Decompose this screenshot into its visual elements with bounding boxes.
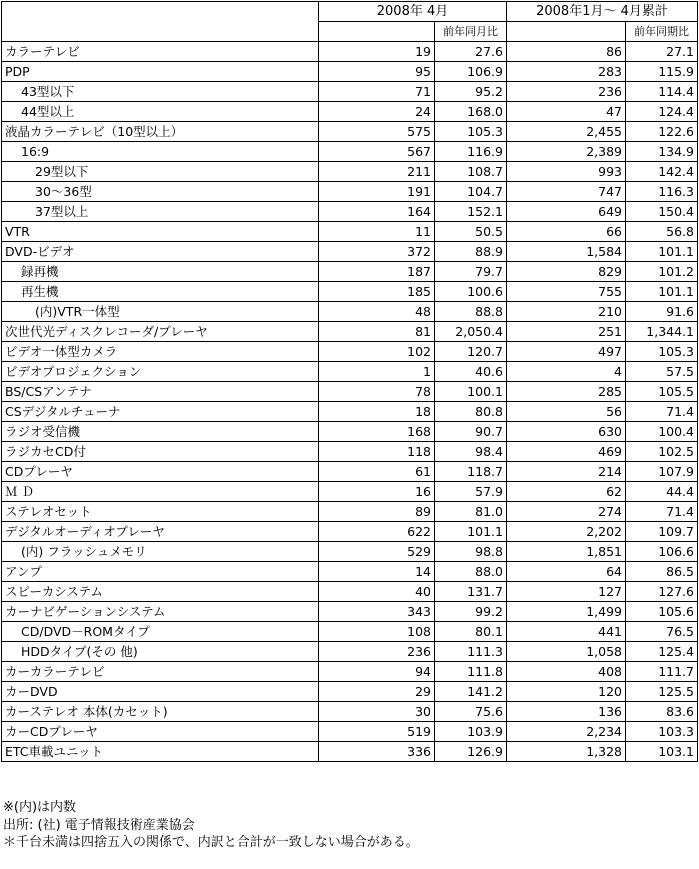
- month-yoy: 120.7: [435, 342, 507, 362]
- month-units: 529: [319, 542, 435, 562]
- ytd-yoy: 105.6: [626, 602, 698, 622]
- ytd-units: 747: [507, 182, 626, 202]
- table-row: [2, 202, 698, 222]
- table-row: [2, 82, 698, 102]
- footnote-inner-count: ※(内)は内数: [3, 800, 77, 815]
- month-units: 519: [319, 722, 435, 742]
- ytd-yoy: 111.7: [626, 662, 698, 682]
- table-row: [2, 662, 698, 682]
- table-row: [2, 742, 698, 762]
- month-yoy: 118.7: [435, 462, 507, 482]
- row-label: ラジカセCD付: [2, 442, 319, 462]
- ytd-units: 236: [507, 82, 626, 102]
- table-row: [2, 482, 698, 502]
- table-row: [2, 102, 698, 122]
- table-row: [2, 42, 698, 62]
- row-label: Ｍ Ｄ: [2, 482, 319, 502]
- ytd-yoy: 101.1: [626, 242, 698, 262]
- footnote-rounding: ＊千台未満は四捨五入の関係で、内訳と合計が一致しない場合がある。: [3, 835, 419, 850]
- table-row: [2, 622, 698, 642]
- month-yoy: 103.9: [435, 722, 507, 742]
- row-label: デジタルオーディオプレーヤ: [2, 522, 319, 542]
- ytd-yoy: 71.4: [626, 402, 698, 422]
- month-yoy: 40.6: [435, 362, 507, 382]
- ytd-units: 2,202: [507, 522, 626, 542]
- ytd-yoy: 103.1: [626, 742, 698, 762]
- month-yoy: 101.1: [435, 522, 507, 542]
- row-label: DVD-ビデオ: [2, 242, 319, 262]
- ytd-yoy: 107.9: [626, 462, 698, 482]
- month-yoy: 100.6: [435, 282, 507, 302]
- ytd-units: 497: [507, 342, 626, 362]
- month-units: 19: [319, 42, 435, 62]
- ytd-units: 214: [507, 462, 626, 482]
- ytd-yoy: 71.4: [626, 502, 698, 522]
- month-units: 61: [319, 462, 435, 482]
- table-row: [2, 342, 698, 362]
- ytd-units: 210: [507, 302, 626, 322]
- month-yoy: 108.7: [435, 162, 507, 182]
- ytd-units: 120: [507, 682, 626, 702]
- ytd-yoy: 105.5: [626, 382, 698, 402]
- month-yoy: 141.2: [435, 682, 507, 702]
- table-row: [2, 182, 698, 202]
- ytd-units: 1,058: [507, 642, 626, 662]
- month-yoy: 111.3: [435, 642, 507, 662]
- row-label: ビデオ一体型カメラ: [2, 342, 319, 362]
- month-yoy: 95.2: [435, 82, 507, 102]
- month-yoy: 80.1: [435, 622, 507, 642]
- month-yoy: 98.8: [435, 542, 507, 562]
- month-yoy: 88.9: [435, 242, 507, 262]
- month-units: 185: [319, 282, 435, 302]
- ytd-yoy: 27.1: [626, 42, 698, 62]
- ytd-yoy: 57.5: [626, 362, 698, 382]
- ytd-units: 2,455: [507, 122, 626, 142]
- month-units: 24: [319, 102, 435, 122]
- ytd-units: 274: [507, 502, 626, 522]
- table-row: [2, 382, 698, 402]
- ytd-units: 1,328: [507, 742, 626, 762]
- month-units: 236: [319, 642, 435, 662]
- ytd-units: 86: [507, 42, 626, 62]
- month-yoy: 57.9: [435, 482, 507, 502]
- table-row: [2, 162, 698, 182]
- ytd-yoy: 114.4: [626, 82, 698, 102]
- ytd-yoy: 150.4: [626, 202, 698, 222]
- ytd-yoy: 106.6: [626, 542, 698, 562]
- month-units: 40: [319, 582, 435, 602]
- table-row: [2, 582, 698, 602]
- month-units: 29: [319, 682, 435, 702]
- ytd-units: 630: [507, 422, 626, 442]
- row-label: PDP: [2, 62, 319, 82]
- row-label: カラーテレビ: [2, 42, 319, 62]
- table-row: [2, 702, 698, 722]
- ytd-units: 1,584: [507, 242, 626, 262]
- table-row: [2, 222, 698, 242]
- month-units: 30: [319, 702, 435, 722]
- ytd-units: 649: [507, 202, 626, 222]
- month-units: 164: [319, 202, 435, 222]
- row-label: カーナビゲーションシステム: [2, 602, 319, 622]
- row-label: カーステレオ 本体(カセット): [2, 702, 319, 722]
- row-label: (内)VTR一体型: [2, 302, 319, 322]
- ytd-yoy: 115.9: [626, 62, 698, 82]
- month-yoy: 168.0: [435, 102, 507, 122]
- ytd-yoy: 76.5: [626, 622, 698, 642]
- month-units: 575: [319, 122, 435, 142]
- month-yoy: 131.7: [435, 582, 507, 602]
- row-label: 16:9: [2, 142, 319, 162]
- month-units: 89: [319, 502, 435, 522]
- month-yoy: 99.2: [435, 602, 507, 622]
- ytd-yoy: 116.3: [626, 182, 698, 202]
- ytd-units: 829: [507, 262, 626, 282]
- ytd-yoy: 83.6: [626, 702, 698, 722]
- row-label: (内) フラッシュメモリ: [2, 542, 319, 562]
- ytd-units: 441: [507, 622, 626, 642]
- ytd-units: 2,389: [507, 142, 626, 162]
- table-row: [2, 562, 698, 582]
- month-yoy: 116.9: [435, 142, 507, 162]
- row-label: ETC車載ユニット: [2, 742, 319, 762]
- month-yoy: 80.8: [435, 402, 507, 422]
- month-yoy: 2,050.4: [435, 322, 507, 342]
- row-label: 29型以下: [2, 162, 319, 182]
- row-label: 30～36型: [2, 182, 319, 202]
- table-row: [2, 462, 698, 482]
- row-label: CD/DVD－ROMタイプ: [2, 622, 319, 642]
- row-label: 次世代光ディスクレコーダ/プレーヤ: [2, 322, 319, 342]
- month-units: 108: [319, 622, 435, 642]
- row-label: 再生機: [2, 282, 319, 302]
- month-units: 71: [319, 82, 435, 102]
- ytd-units: 66: [507, 222, 626, 242]
- header-ytd-yoy: 前年同期比: [626, 22, 698, 42]
- table-row: [2, 422, 698, 442]
- table-row: [2, 522, 698, 542]
- ytd-yoy: 109.7: [626, 522, 698, 542]
- table-row: [2, 262, 698, 282]
- ytd-yoy: 1,344.1: [626, 322, 698, 342]
- table-row: [2, 442, 698, 462]
- table-row: [2, 322, 698, 342]
- row-label: CDプレーヤ: [2, 462, 319, 482]
- row-label: HDDタイプ(その 他): [2, 642, 319, 662]
- row-label: VTR: [2, 222, 319, 242]
- month-units: 118: [319, 442, 435, 462]
- ytd-units: 251: [507, 322, 626, 342]
- month-yoy: 111.8: [435, 662, 507, 682]
- month-units: 18: [319, 402, 435, 422]
- table-row: [2, 362, 698, 382]
- row-label: 44型以上: [2, 102, 319, 122]
- month-yoy: 88.0: [435, 562, 507, 582]
- table-row: [2, 242, 698, 262]
- ytd-yoy: 101.2: [626, 262, 698, 282]
- month-yoy: 126.9: [435, 742, 507, 762]
- month-yoy: 88.8: [435, 302, 507, 322]
- month-units: 11: [319, 222, 435, 242]
- row-label: カーカラーテレビ: [2, 662, 319, 682]
- row-label: 液晶カラーテレビ（10型以上）: [2, 122, 319, 142]
- table-row: [2, 282, 698, 302]
- ytd-yoy: 105.3: [626, 342, 698, 362]
- row-label: CSデジタルチューナ: [2, 402, 319, 422]
- ytd-yoy: 127.6: [626, 582, 698, 602]
- table-row: [2, 682, 698, 702]
- month-units: 372: [319, 242, 435, 262]
- month-units: 622: [319, 522, 435, 542]
- month-units: 102: [319, 342, 435, 362]
- ytd-units: 469: [507, 442, 626, 462]
- ytd-yoy: 86.5: [626, 562, 698, 582]
- month-yoy: 90.7: [435, 422, 507, 442]
- ytd-units: 755: [507, 282, 626, 302]
- month-units: 191: [319, 182, 435, 202]
- month-units: 343: [319, 602, 435, 622]
- table-row: [2, 142, 698, 162]
- ytd-yoy: 91.6: [626, 302, 698, 322]
- header-row-top: [2, 2, 698, 22]
- ytd-units: 1,851: [507, 542, 626, 562]
- row-label: スピーカシステム: [2, 582, 319, 602]
- ytd-yoy: 125.5: [626, 682, 698, 702]
- month-units: 168: [319, 422, 435, 442]
- month-yoy: 27.6: [435, 42, 507, 62]
- ytd-units: 56: [507, 402, 626, 422]
- ytd-yoy: 125.4: [626, 642, 698, 662]
- month-yoy: 50.5: [435, 222, 507, 242]
- month-yoy: 100.1: [435, 382, 507, 402]
- table-body: [2, 2, 698, 762]
- footnote-source: 出所: (社) 電子情報技術産業協会: [3, 817, 195, 833]
- ytd-units: 62: [507, 482, 626, 502]
- month-yoy: 75.6: [435, 702, 507, 722]
- month-units: 81: [319, 322, 435, 342]
- table-row: [2, 602, 698, 622]
- month-yoy: 152.1: [435, 202, 507, 222]
- header-blank: [2, 2, 319, 42]
- row-label: 43型以下: [2, 82, 319, 102]
- row-label: アンプ: [2, 562, 319, 582]
- ytd-units: 283: [507, 62, 626, 82]
- month-yoy: 106.9: [435, 62, 507, 82]
- ytd-yoy: 134.9: [626, 142, 698, 162]
- month-units: 336: [319, 742, 435, 762]
- ytd-yoy: 100.4: [626, 422, 698, 442]
- row-label: カーCDプレーヤ: [2, 722, 319, 742]
- row-label: ビデオプロジェクション: [2, 362, 319, 382]
- footnotes: [3, 799, 419, 852]
- row-label: カーDVD: [2, 682, 319, 702]
- header-month: 2008年 4月: [319, 2, 507, 22]
- ytd-yoy: 142.4: [626, 162, 698, 182]
- table-row: [2, 542, 698, 562]
- month-units: 95: [319, 62, 435, 82]
- month-units: 94: [319, 662, 435, 682]
- ytd-yoy: 124.4: [626, 102, 698, 122]
- row-label: 37型以上: [2, 202, 319, 222]
- month-units: 187: [319, 262, 435, 282]
- month-yoy: 81.0: [435, 502, 507, 522]
- table-row: [2, 402, 698, 422]
- ytd-yoy: 102.5: [626, 442, 698, 462]
- header-month-yoy: 前年同月比: [435, 22, 507, 42]
- month-units: 48: [319, 302, 435, 322]
- month-units: 14: [319, 562, 435, 582]
- table-row: [2, 642, 698, 662]
- ytd-units: 64: [507, 562, 626, 582]
- row-label: ラジオ受信機: [2, 422, 319, 442]
- month-yoy: 98.4: [435, 442, 507, 462]
- table-row: [2, 62, 698, 82]
- row-label: 録再機: [2, 262, 319, 282]
- ytd-units: 136: [507, 702, 626, 722]
- ytd-yoy: 103.3: [626, 722, 698, 742]
- ytd-units: 4: [507, 362, 626, 382]
- ytd-yoy: 122.6: [626, 122, 698, 142]
- month-yoy: 79.7: [435, 262, 507, 282]
- ytd-yoy: 56.8: [626, 222, 698, 242]
- ytd-units: 47: [507, 102, 626, 122]
- month-units: 1: [319, 362, 435, 382]
- ytd-units: 993: [507, 162, 626, 182]
- month-units: 78: [319, 382, 435, 402]
- row-label: ステレオセット: [2, 502, 319, 522]
- row-label: BS/CSアンテナ: [2, 382, 319, 402]
- table-row: [2, 302, 698, 322]
- header-ytd: 2008年1月～ 4月累計: [507, 2, 698, 22]
- table-row: [2, 722, 698, 742]
- ytd-units: 127: [507, 582, 626, 602]
- month-units: 211: [319, 162, 435, 182]
- table-row: [2, 502, 698, 522]
- month-units: 567: [319, 142, 435, 162]
- ytd-yoy: 101.1: [626, 282, 698, 302]
- shipment-table: [1, 1, 698, 762]
- header-ytd-blank: [507, 22, 626, 42]
- month-yoy: 105.3: [435, 122, 507, 142]
- ytd-yoy: 44.4: [626, 482, 698, 502]
- header-month-blank: [319, 22, 435, 42]
- ytd-units: 408: [507, 662, 626, 682]
- ytd-units: 285: [507, 382, 626, 402]
- month-yoy: 104.7: [435, 182, 507, 202]
- table-row: [2, 122, 698, 142]
- ytd-units: 2,234: [507, 722, 626, 742]
- ytd-units: 1,499: [507, 602, 626, 622]
- month-units: 16: [319, 482, 435, 502]
